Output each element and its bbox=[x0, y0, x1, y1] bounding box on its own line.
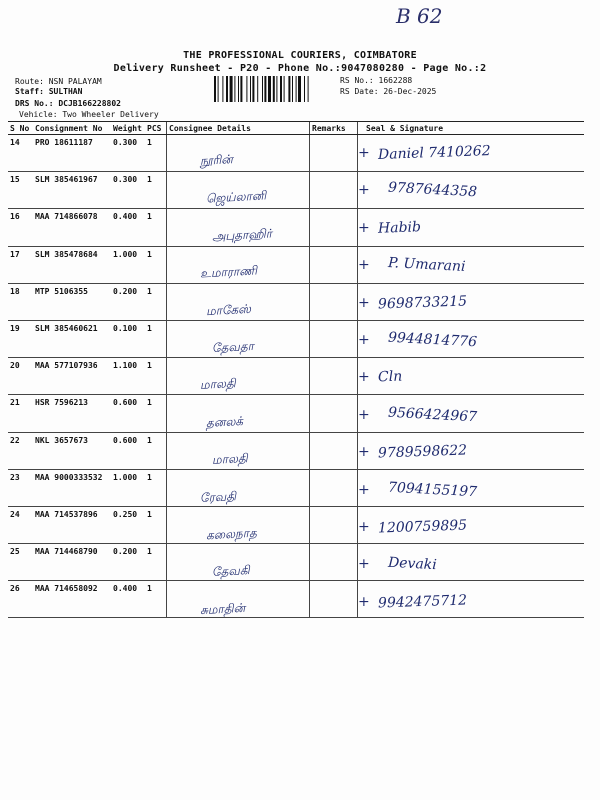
route-text: Route: NSN PALAYAM bbox=[15, 77, 102, 86]
handwritten-signature: 9566424967 bbox=[387, 404, 478, 426]
row-sno: 15 bbox=[8, 172, 33, 209]
row-consignment-no: MAA 714468790 bbox=[33, 544, 111, 581]
handwritten-consignee-name: மாலதி bbox=[199, 376, 237, 393]
barcode-bar bbox=[257, 76, 258, 102]
row-weight: 1.000 bbox=[111, 469, 145, 506]
pen-tick-mark: + bbox=[358, 145, 370, 161]
row-pcs: 1 bbox=[145, 135, 167, 172]
row-weight: 0.600 bbox=[111, 395, 145, 432]
table-row bbox=[8, 469, 584, 506]
col-pcs-header: PCS bbox=[145, 122, 167, 135]
row-pcs: 1 bbox=[145, 209, 167, 246]
row-remarks bbox=[310, 544, 358, 581]
row-weight: 0.300 bbox=[111, 135, 145, 172]
vehicle-text: Vehicle: Two Wheeler Delivery bbox=[19, 110, 159, 119]
row-pcs: 1 bbox=[145, 432, 167, 469]
staff-text: Staff: SULTHAN bbox=[15, 87, 83, 96]
pen-tick-mark: + bbox=[358, 406, 370, 423]
row-pcs: 1 bbox=[145, 395, 167, 432]
row-sno: 25 bbox=[8, 544, 33, 581]
barcode-bar bbox=[292, 76, 293, 102]
handwritten-consignee-name: ரேவதி bbox=[199, 488, 237, 505]
pen-tick-mark: + bbox=[358, 519, 370, 535]
row-pcs: 1 bbox=[145, 172, 167, 209]
row-weight: 1.000 bbox=[111, 246, 145, 283]
row-consignment-no: MAA 577107936 bbox=[33, 358, 111, 395]
row-sno: 18 bbox=[8, 283, 33, 320]
table-row bbox=[8, 209, 584, 246]
row-remarks bbox=[310, 209, 358, 246]
row-weight: 0.600 bbox=[111, 432, 145, 469]
row-sno: 16 bbox=[8, 209, 33, 246]
barcode-bar bbox=[284, 76, 285, 102]
col-weight-header: Weight bbox=[111, 122, 145, 135]
row-pcs: 1 bbox=[145, 544, 167, 581]
handwritten-consignee-name: அபுதாஹிர் bbox=[211, 226, 273, 244]
barcode-bar bbox=[296, 76, 297, 102]
row-consignee-details bbox=[167, 358, 310, 395]
barcode-bar bbox=[273, 76, 275, 102]
rs-number: RS No.: 1662288 bbox=[340, 76, 413, 85]
handwritten-signature: Cln bbox=[377, 368, 403, 386]
table-row bbox=[8, 320, 584, 357]
handwritten-signature: 1200759895 bbox=[377, 517, 468, 537]
handwritten-consignee-name: மாகேஸ் bbox=[205, 301, 252, 318]
row-remarks bbox=[310, 506, 358, 543]
pen-tick-mark: + bbox=[358, 219, 370, 236]
company-title: THE PROFESSIONAL COURIERS, COIMBATORE bbox=[183, 50, 417, 61]
barcode-bar bbox=[288, 76, 290, 102]
row-remarks bbox=[310, 358, 358, 395]
handwritten-consignee-name: தேவகி bbox=[211, 563, 250, 580]
row-consignee-details bbox=[167, 135, 310, 172]
table-row bbox=[8, 246, 584, 283]
handwritten-signature: Habib bbox=[377, 219, 422, 237]
row-consignment-no: MAA 714866078 bbox=[33, 209, 111, 246]
handwritten-signature: 9944814776 bbox=[387, 329, 478, 351]
pen-tick-mark: + bbox=[358, 294, 370, 311]
pen-tick-mark: + bbox=[358, 257, 370, 274]
pen-tick-mark: + bbox=[358, 593, 370, 610]
row-weight: 0.400 bbox=[111, 581, 145, 618]
handwritten-consignee-name: தனலக் bbox=[205, 413, 244, 430]
row-sno: 17 bbox=[8, 246, 33, 283]
table-row bbox=[8, 172, 584, 209]
pen-tick-mark: + bbox=[358, 332, 370, 348]
barcode-bar bbox=[280, 76, 282, 102]
col-sno-header: S No bbox=[8, 122, 33, 135]
row-pcs: 1 bbox=[145, 320, 167, 357]
row-pcs: 1 bbox=[145, 506, 167, 543]
handwritten-page-note: B 62 bbox=[396, 4, 443, 28]
handwritten-consignee-name: தேவதா bbox=[211, 338, 255, 356]
row-remarks bbox=[310, 432, 358, 469]
pen-tick-mark: + bbox=[358, 556, 370, 573]
handwritten-consignee-name: கலைநாத bbox=[205, 525, 258, 543]
runsheet-table bbox=[8, 121, 584, 618]
row-weight: 0.200 bbox=[111, 544, 145, 581]
row-weight: 0.400 bbox=[111, 209, 145, 246]
barcode-bar bbox=[276, 76, 277, 102]
row-pcs: 1 bbox=[145, 469, 167, 506]
handwritten-signature: Daniel 7410262 bbox=[377, 143, 491, 163]
row-pcs: 1 bbox=[145, 283, 167, 320]
handwritten-signature: 9789598622 bbox=[377, 442, 468, 462]
row-weight: 0.250 bbox=[111, 506, 145, 543]
drs-number: DRS No.: DCJB166228802 bbox=[15, 99, 121, 108]
barcode-bar bbox=[246, 76, 247, 102]
handwritten-signature: 9698733215 bbox=[377, 293, 468, 313]
row-consignment-no: SLM 385461967 bbox=[33, 172, 111, 209]
pen-tick-mark: + bbox=[358, 481, 370, 498]
row-pcs: 1 bbox=[145, 358, 167, 395]
row-remarks bbox=[310, 246, 358, 283]
row-remarks bbox=[310, 395, 358, 432]
handwritten-consignee-name: ஜெய்லானி bbox=[205, 188, 267, 206]
barcode-bar bbox=[252, 76, 254, 102]
row-remarks bbox=[310, 283, 358, 320]
barcode-bar bbox=[268, 76, 271, 102]
barcode-bar bbox=[230, 76, 233, 102]
table-header-row bbox=[8, 122, 584, 135]
handwritten-signature: 9942475712 bbox=[377, 592, 468, 612]
row-sno: 14 bbox=[8, 135, 33, 172]
row-consignment-no: MAA 9000333532 bbox=[33, 469, 111, 506]
runsheet-subtitle: Delivery Runsheet - P20 - Phone No.:9047080280 - Page No.:2 bbox=[113, 63, 487, 74]
table-row bbox=[8, 135, 584, 172]
pen-tick-mark: + bbox=[358, 369, 370, 386]
barcode-bar bbox=[238, 76, 239, 102]
table-row bbox=[8, 395, 584, 432]
handwritten-signature: P. Umarani bbox=[387, 255, 466, 276]
row-weight: 1.100 bbox=[111, 358, 145, 395]
row-consignment-no: MAA 714658092 bbox=[33, 581, 111, 618]
pen-tick-mark: + bbox=[358, 444, 370, 461]
row-sno: 22 bbox=[8, 432, 33, 469]
row-consignment-no: SLM 385460621 bbox=[33, 320, 111, 357]
rs-date: RS Date: 26-Dec-2025 bbox=[340, 87, 437, 96]
col-remarks-header: Remarks bbox=[310, 122, 358, 135]
row-consignment-no: HSR 7596213 bbox=[33, 395, 111, 432]
row-consignment-no: PRO 18611187 bbox=[33, 135, 111, 172]
row-weight: 0.100 bbox=[111, 320, 145, 357]
row-consignment-no: NKL 3657673 bbox=[33, 432, 111, 469]
row-remarks bbox=[310, 135, 358, 172]
table-row bbox=[8, 358, 584, 395]
row-sno: 24 bbox=[8, 506, 33, 543]
table-row bbox=[8, 506, 584, 543]
handwritten-consignee-name: நூரின் bbox=[199, 152, 234, 168]
row-pcs: 1 bbox=[145, 581, 167, 618]
row-remarks bbox=[310, 469, 358, 506]
barcode-bar bbox=[298, 76, 301, 102]
row-sno: 23 bbox=[8, 469, 33, 506]
barcode-bar bbox=[226, 76, 228, 102]
barcode-bar bbox=[250, 76, 251, 102]
row-sno: 19 bbox=[8, 320, 33, 357]
handwritten-consignee-name: மாலதி bbox=[211, 451, 249, 468]
row-remarks bbox=[310, 172, 358, 209]
handwritten-signature: 9787644358 bbox=[387, 180, 478, 201]
handwritten-consignee-name: உமாராணி bbox=[199, 263, 258, 281]
barcode bbox=[214, 76, 334, 102]
barcode-bar bbox=[308, 76, 309, 102]
row-sno: 21 bbox=[8, 395, 33, 432]
pen-tick-mark: + bbox=[358, 182, 370, 199]
barcode-bar bbox=[262, 76, 263, 102]
row-remarks bbox=[310, 320, 358, 357]
barcode-bar bbox=[304, 76, 305, 102]
row-remarks bbox=[310, 581, 358, 618]
row-pcs: 1 bbox=[145, 246, 167, 283]
row-weight: 0.300 bbox=[111, 172, 145, 209]
col-consignee-header: Consignee Details bbox=[167, 122, 310, 135]
handwritten-consignee-name: சுமாதின் bbox=[199, 600, 246, 617]
table-row bbox=[8, 432, 584, 469]
row-consignee-details bbox=[167, 469, 310, 506]
barcode-bar bbox=[218, 76, 219, 102]
handwritten-signature: Devaki bbox=[387, 555, 438, 574]
row-consignment-no: SLM 385478684 bbox=[33, 246, 111, 283]
row-weight: 0.200 bbox=[111, 283, 145, 320]
row-sno: 20 bbox=[8, 358, 33, 395]
barcode-bar bbox=[240, 76, 242, 102]
table-row bbox=[8, 581, 584, 618]
col-seal-header: Seal & Signature bbox=[358, 122, 585, 135]
col-consignment-header: Consignment No bbox=[33, 122, 111, 135]
table-row bbox=[8, 283, 584, 320]
barcode-bar bbox=[264, 76, 266, 102]
table-row bbox=[8, 544, 584, 581]
row-sno: 26 bbox=[8, 581, 33, 618]
barcode-bar bbox=[214, 76, 216, 102]
row-consignment-no: MTP 5106355 bbox=[33, 283, 111, 320]
row-consignment-no: MAA 714537896 bbox=[33, 506, 111, 543]
barcode-bar bbox=[234, 76, 235, 102]
handwritten-signature: 7094155197 bbox=[387, 479, 478, 500]
barcode-bar bbox=[222, 76, 223, 102]
